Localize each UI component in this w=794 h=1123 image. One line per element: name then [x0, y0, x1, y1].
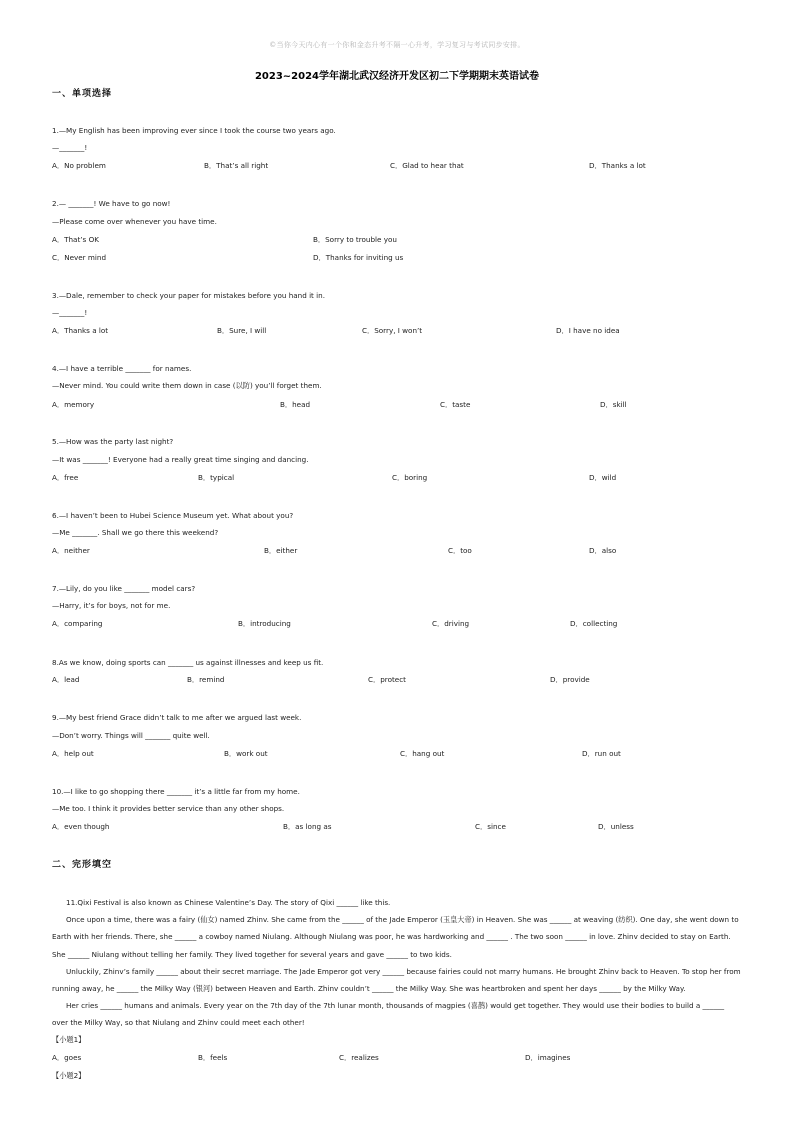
- option-c[interactable]: C．Never mind: [52, 253, 107, 262]
- cloze-paragraph: Unluckily, Zhinv’s family ______ about their secret marriage. The Jade Emperor got very ______ because fairies could not marry humans. He brought Zhinv back to Heaven. To stop her from running away, he ______ the Milky Way (银河) between Heaven and Earth. Zhinv couldn’t ______ the Milky Way. She was heartbroken and spent her days ______ by the Milky Way.: [52, 966, 741, 994]
- option-c[interactable]: C．too: [448, 546, 472, 555]
- option-d[interactable]: D．Thanks a lot: [589, 161, 646, 170]
- option-c[interactable]: C．realizes: [339, 1053, 379, 1062]
- option-b[interactable]: B．remind: [187, 675, 225, 684]
- option-d[interactable]: D．skill: [600, 400, 627, 409]
- option-d[interactable]: D．also: [589, 546, 617, 555]
- option-b[interactable]: B．either: [264, 546, 298, 555]
- option-c[interactable]: C．Sorry, I won’t: [362, 326, 423, 335]
- question-stem: —Never mind. You could write them down in case (以防) you’ll forget them.: [52, 381, 322, 390]
- option-b[interactable]: B．work out: [224, 749, 268, 758]
- option-a[interactable]: A．lead: [52, 675, 80, 684]
- option-b[interactable]: B．That’s all right: [204, 161, 269, 170]
- question-stem: —Me _______. Shall we go there this weekend?: [52, 528, 219, 537]
- option-d[interactable]: D．provide: [550, 675, 590, 684]
- option-a[interactable]: A．free: [52, 473, 79, 482]
- question-stem: —Harry, it’s for boys, not for me.: [52, 601, 171, 610]
- option-b[interactable]: B．as long as: [283, 822, 332, 831]
- option-c[interactable]: C．taste: [440, 400, 471, 409]
- question-stem: —Me too. I think it provides better service than any other shops.: [52, 804, 285, 813]
- section-heading-cloze: 二、完形填空: [52, 860, 113, 870]
- question-stem: 7.—Lily, do you like _______ model cars?: [52, 584, 196, 593]
- option-c[interactable]: C．since: [475, 822, 506, 831]
- option-a[interactable]: A．help out: [52, 749, 94, 758]
- option-a[interactable]: A．neither: [52, 546, 90, 555]
- option-a[interactable]: A．memory: [52, 400, 95, 409]
- question-stem: 5.—How was the party last night?: [52, 437, 174, 446]
- option-a[interactable]: A．No problem: [52, 161, 106, 170]
- question-stem: 8.As we know, doing sports can _______ us against illnesses and keep us fit.: [52, 658, 324, 667]
- option-b[interactable]: B．feels: [198, 1053, 228, 1062]
- option-d[interactable]: D．Thanks for inviting us: [313, 253, 404, 262]
- cloze-passage: [52, 894, 742, 1032]
- cloze-paragraph: Her cries ______ humans and animals. Every year on the 7th day of the 7th lunar month, thousands of magpies (喜鹊) would get together. They would use their bodies to build a ______ over the Milky Way, so that Niulang and Zhinv could meet each other!: [52, 1001, 725, 1028]
- page-title: 2023~2024学年湖北武汉经济开发区初二下学期期末英语试卷: [254, 71, 540, 82]
- question-stem: 9.—My best friend Grace didn’t talk to me after we argued last week.: [52, 713, 302, 722]
- option-c[interactable]: C．Glad to hear that: [390, 161, 464, 170]
- option-b[interactable]: B．Sorry to trouble you: [313, 235, 397, 244]
- option-d[interactable]: D．I have no idea: [556, 326, 620, 335]
- question-stem: 3.—Dale, remember to check your paper for mistakes before you hand it in.: [52, 291, 326, 300]
- option-d[interactable]: D．unless: [598, 822, 634, 831]
- question-stem: —_______!: [52, 143, 88, 152]
- question-stem: —It was _______! Everyone had a really great time singing and dancing.: [52, 455, 309, 464]
- option-a[interactable]: A．Thanks a lot: [52, 326, 109, 335]
- watermark-text: ©当你今天内心有一个你和金态升考不隔一心升考，学习复习与考试同步安排。: [269, 41, 525, 49]
- option-c[interactable]: C．hang out: [400, 749, 445, 758]
- option-b[interactable]: B．introducing: [238, 619, 291, 628]
- question-stem: —Please come over whenever you have time.: [52, 217, 217, 226]
- cloze-paragraph: 11.Qixi Festival is also known as Chinese Valentine’s Day. The story of Qixi ______ like this.: [66, 898, 391, 907]
- option-b[interactable]: B．typical: [198, 473, 235, 482]
- sub-question-label: 【小题1】: [52, 1035, 86, 1044]
- option-c[interactable]: C．boring: [392, 473, 428, 482]
- option-d[interactable]: D．run out: [582, 749, 621, 758]
- sub-question-label: 【小题2】: [52, 1071, 86, 1080]
- option-a[interactable]: A．That’s OK: [52, 235, 99, 244]
- option-b[interactable]: B．Sure, I will: [217, 326, 267, 335]
- cloze-paragraph: Once upon a time, there was a fairy (仙女) named Zhinv. She came from the ______ of the Jade Emperor (玉皇大帝) in Heaven. She was ______ at weaving (纺织). One day, she went down to Earth with her friends. There, she ______ a cowboy named Niulang. Although Niulang was poor, he was hardworking and ______ . The two soon ______ in love. Zhinv decided to stay on Earth. She ______ Niulang without telling her family. They lived together for several years and gave ______ to two kids.: [52, 915, 739, 959]
- option-d[interactable]: D．imagines: [525, 1053, 571, 1062]
- section-heading-single-choice: 一、单项选择: [52, 89, 113, 99]
- question-stem: —Don’t worry. Things will _______ quite well.: [52, 731, 210, 740]
- question-stem: 10.—I like to go shopping there _______ it’s a little far from my home.: [52, 787, 300, 796]
- question-stem: —_______!: [52, 308, 88, 317]
- question-stem: 6.—I haven’t been to Hubei Science Museum yet. What about you?: [52, 511, 294, 520]
- option-a[interactable]: A．goes: [52, 1053, 82, 1062]
- option-d[interactable]: D．collecting: [570, 619, 618, 628]
- option-b[interactable]: B．head: [280, 400, 311, 409]
- question-stem: 2.— _______! We have to go now!: [52, 199, 171, 208]
- option-a[interactable]: A．even though: [52, 822, 110, 831]
- question-stem: 4.—I have a terrible _______ for names.: [52, 364, 192, 373]
- option-c[interactable]: C．protect: [368, 675, 406, 684]
- option-a[interactable]: A．comparing: [52, 619, 103, 628]
- option-d[interactable]: D．wild: [589, 473, 617, 482]
- question-stem: 1.—My English has been improving ever since I took the course two years ago.: [52, 126, 336, 135]
- option-c[interactable]: C．driving: [432, 619, 470, 628]
